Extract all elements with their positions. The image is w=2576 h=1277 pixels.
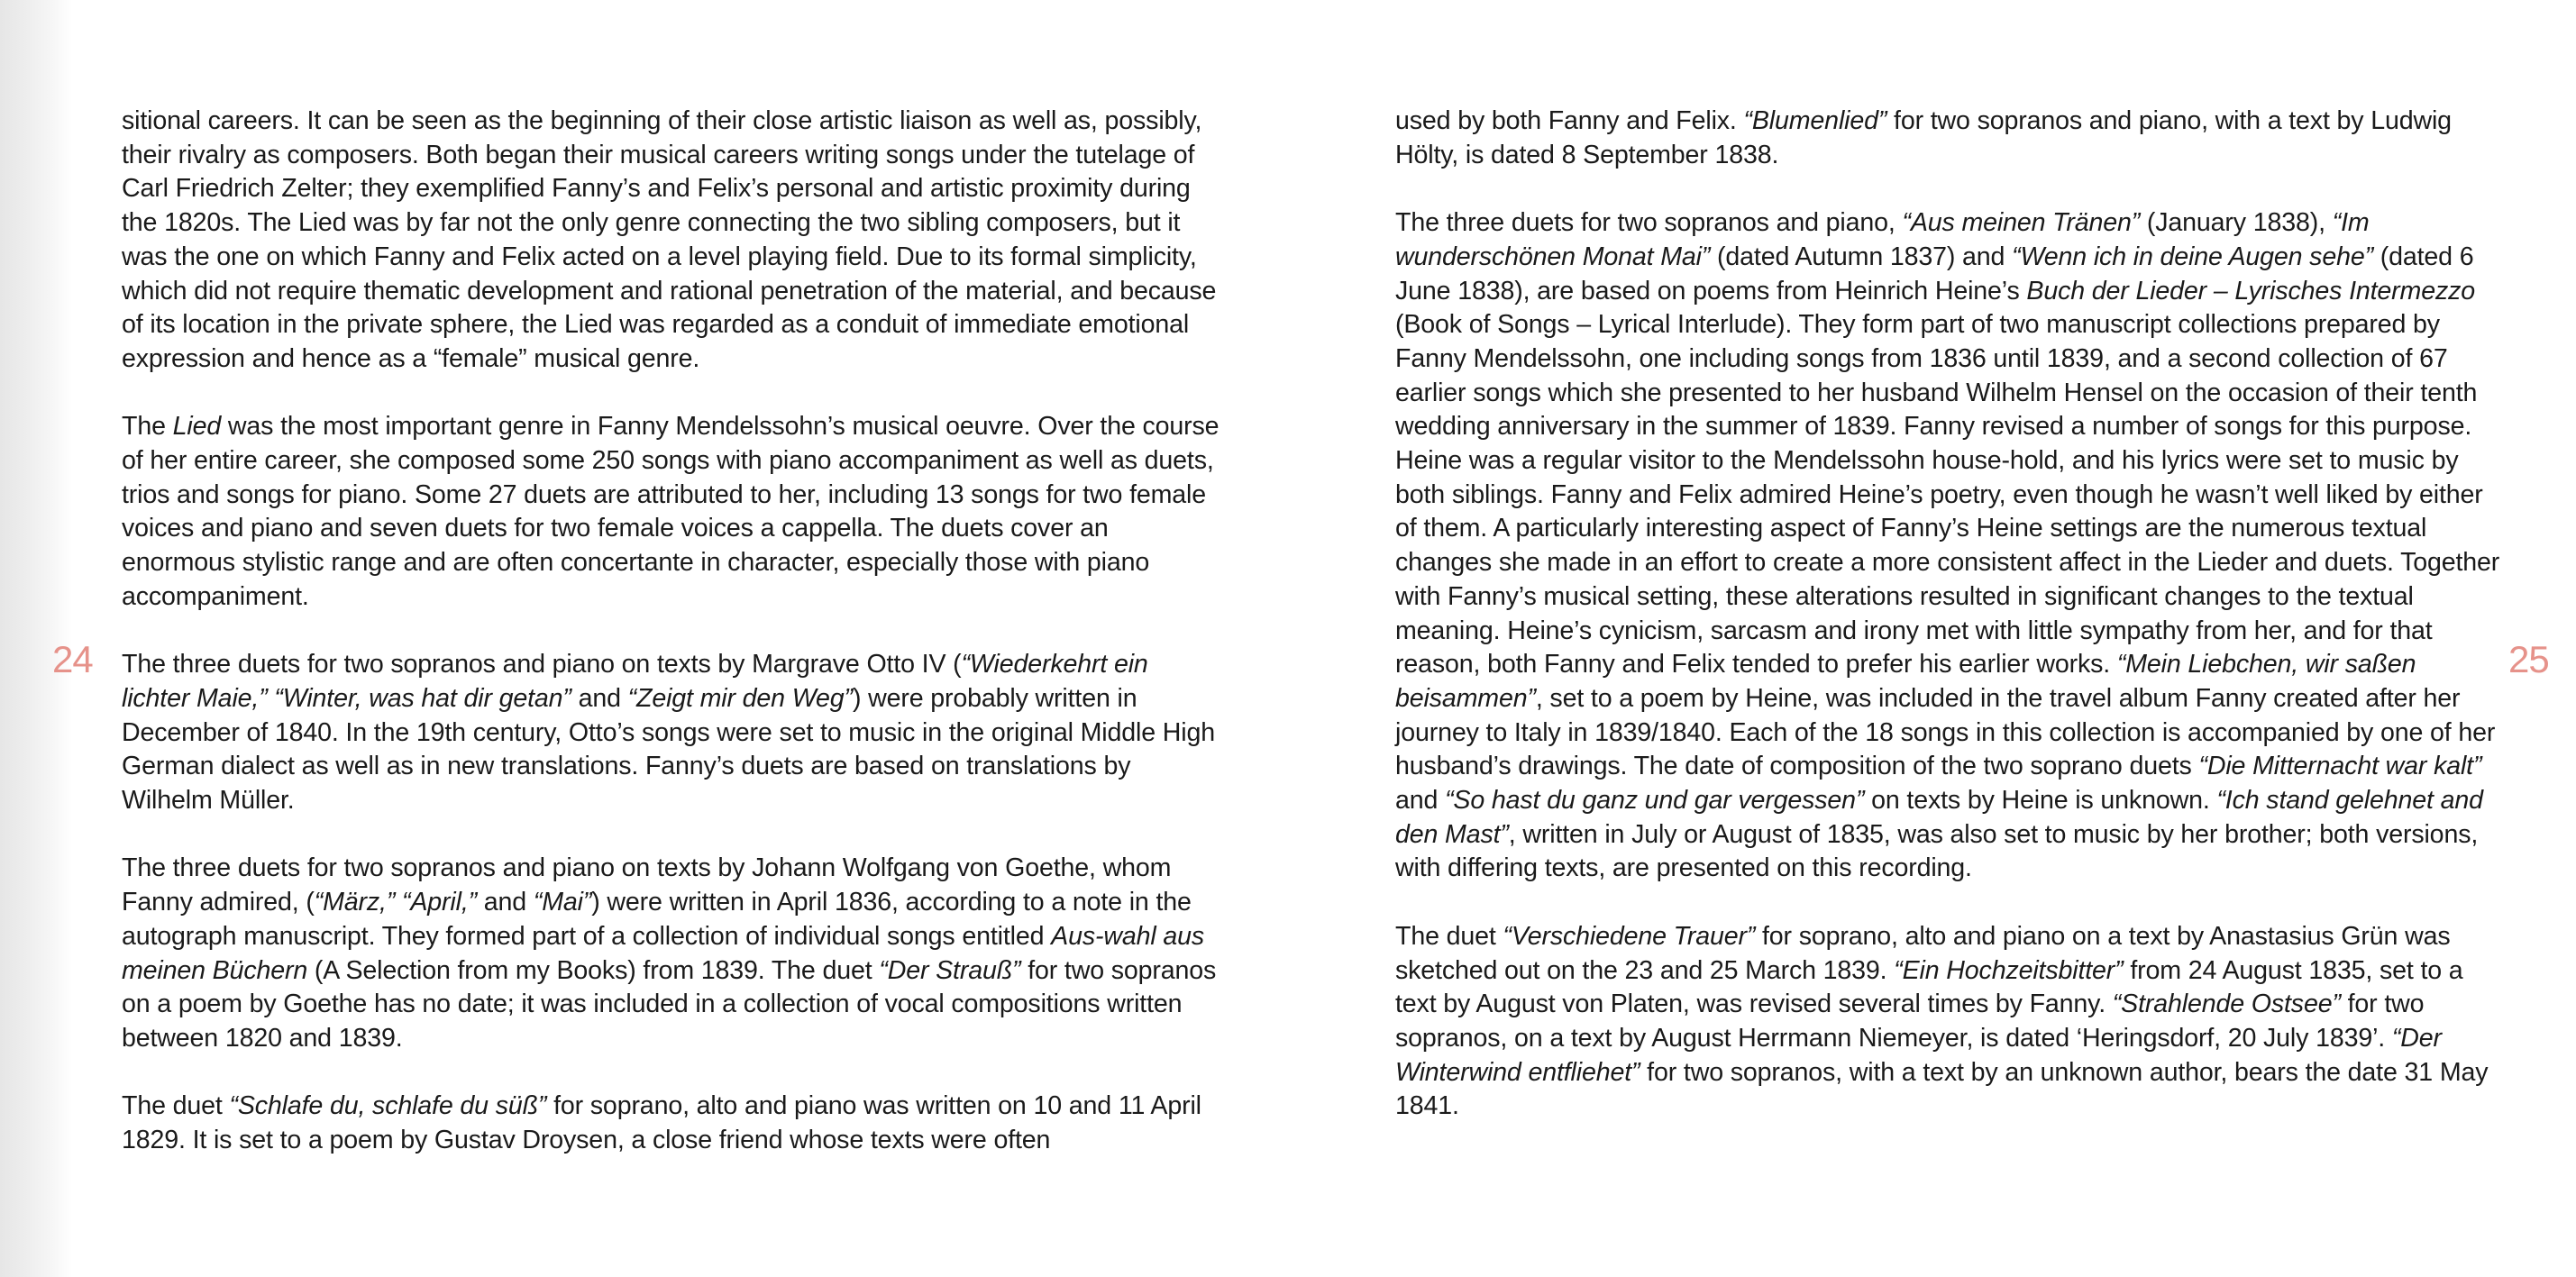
left-page-text — [122, 105, 1221, 1191]
text-run: The — [122, 412, 173, 442]
text-run: from 24 August 1835, set to a text by August von Platen, was revised several times by Fanny. — [1395, 955, 2463, 1019]
text-run: (dated 6 June 1838), are based on poems from Heinrich Heine’s — [1395, 242, 2474, 306]
text-run: and — [477, 888, 534, 917]
italic-title: “Wenn ich in deine Augen sehe” — [2012, 242, 2373, 271]
italic-title: “Verschiedene Trauer” — [1503, 921, 1756, 951]
italic-title: “Schlafe du, schlafe du süß” — [229, 1091, 547, 1121]
text-run: on texts by Heine is unknown. — [1864, 786, 2217, 816]
italic-title: “Ich stand gelehnet and den Mast” — [1395, 786, 2483, 849]
italic-title: “Wiederkehrt ein lichter Maie,” “Winter, was hat dir getan” — [122, 650, 1148, 713]
text-run: The three duets for two sopranos and piano on texts by Johann Wolfgang von Goethe, whom Fanny admired, ( — [122, 853, 1172, 917]
italic-title: “Der Winterwind entfliehet” — [1395, 1023, 2442, 1087]
text-run: for two sopranos, on a text by August Herrmann Niemeyer, is dated ‘Heringsdorf, 20 July 1839’. — [1395, 990, 2425, 1053]
text-run: (Book of Songs – Lyrical Interlude). They form part of two manuscript collections prepared by Fanny Mendelssohn, one including songs from 1836 until 1839, and a second collection of 67 earlier songs which she presented to her husband Wilhelm Hensel on the occasion of their tenth wedding anniversary in the summer of 1839. Fanny revised a number of songs for this purpose. Heine was a regular visitor to the Mendelssohn house-hold, and his lyrics were set to music by both siblings. Fanny and Felix admired Heine’s poetry, even though he wasn’t well liked by either of them. A particularly interesting aspect of Fanny’s Heine settings are the numerous textual changes she made in an effort to create a more consistent affect in the Lieder and duets. Together with Fanny’s musical setting, these alterations resulted in significant changes to the textual meaning. Heine’s cynicism, sarcasm and irony met with little sympathy from her, and for that reason, both Fanny and Felix tended to prefer his earlier works. — [1395, 310, 2500, 680]
italic-title: “Ein Hochzeitsbitter” — [1894, 955, 2124, 985]
page-number-right: 25 — [2508, 638, 2549, 680]
left-paragraph-3 — [122, 648, 1221, 818]
text-run: and — [571, 683, 628, 713]
text-run: The duet — [122, 1091, 230, 1121]
italic-title: “März,” “April,” — [314, 888, 477, 917]
italic-title: “Mai” — [533, 888, 592, 917]
italic-title: Lied — [172, 412, 222, 442]
text-run: ) were probably written in December of 1840. In the 19th century, Otto’s songs were set to music in the original Middle High German dialect as well as in new translations. Fanny’s duets are based on translations by Wilhelm Müller. — [122, 683, 1215, 816]
text-run: and — [1395, 786, 1446, 816]
italic-title: “Strahlende Ostsee” — [2112, 990, 2341, 1019]
right-paragraph-1 — [1395, 105, 2504, 172]
text-run: (A Selection from my Books) from 1839. The duet — [307, 955, 880, 985]
right-page-text — [1395, 105, 2504, 1158]
italic-title: “Die Mitternacht war kalt” — [2198, 752, 2482, 781]
text-run: for soprano, alto and piano on a text by Anastasius Grün was sketched out on the 23 and 25 March 1839. — [1395, 921, 2451, 985]
text-run: for soprano, alto and piano was written on 10 and 11 April 1829. It is set to a poem by Gustav Droysen, a close friend whose texts were often — [122, 1091, 1201, 1155]
text-run: The duet — [1395, 921, 1503, 951]
left-paragraph-5 — [122, 1090, 1221, 1157]
text-run: was the most important genre in Fanny Mendelssohn’s musical oeuvre. Over the course of her entire career, she composed some 250 songs with piano accompaniment as well as duets, trios and songs for piano. Some 27 duets are attributed to her, including 13 songs for two female voices and piano and seven duets for two female voices a cappella. The duets cover an enormous stylistic range and are often concertante in character, especially those with piano accompaniment. — [122, 412, 1219, 611]
text-run: ) were written in April 1836, according to a note in the autograph manuscript. They formed part of a collection of individual songs entitled — [122, 888, 1192, 951]
text-run: , set to a poem by Heine, was included in the travel album Fanny created after her journey to Italy in 1839/1840. Each of the 18 songs in this collection is accompanied by one of her husband’s drawings. The date of composition of the two soprano duets — [1395, 683, 2496, 781]
italic-title: “Mein Liebchen, wir saßen beisammen” — [1395, 650, 2416, 713]
italic-title: “Blumenlied” — [1743, 106, 1887, 135]
left-paragraph-1 — [122, 105, 1221, 377]
right-paragraph-2 — [1395, 206, 2504, 886]
italic-title: “Im wunderschönen Monat Mai” — [1395, 208, 2370, 271]
text-run: The three duets for two sopranos and piano, — [1395, 208, 1903, 238]
italic-title: Buch der Lieder – Lyrisches Intermezzo — [2026, 276, 2476, 306]
text-run: (dated Autumn 1837) and — [1710, 242, 2013, 271]
italic-title: “So hast du ganz und gar vergessen” — [1445, 786, 1865, 816]
right-paragraph-3 — [1395, 920, 2504, 1124]
text-run: for two sopranos, with a text by an unknown author, bears the date 31 May 1841. — [1395, 1057, 2489, 1121]
text-run: for two sopranos and piano, with a text by Ludwig Hölty, is dated 8 September 1838. — [1395, 106, 2452, 169]
italic-title: “Der Strauß” — [879, 955, 1021, 985]
page-number-left: 24 — [52, 638, 93, 680]
italic-title: “Aus meinen Tränen” — [1902, 208, 2141, 238]
text-run: , written in July or August of 1835, was also set to music by her brother; both versions, with differing texts, are presented on this recording. — [1395, 819, 2479, 883]
text-run: for two sopranos on a poem by Goethe has no date; it was included in a collection of vocal compositions written between 1820 and 1839. — [122, 955, 1217, 1053]
left-paragraph-2 — [122, 410, 1221, 614]
italic-title: “Zeigt mir den Weg” — [627, 683, 853, 713]
text-run: used by both Fanny and Felix. — [1395, 106, 1744, 135]
left-paragraph-4 — [122, 852, 1221, 1055]
text-run: (January 1838), — [2140, 208, 2333, 238]
text-run: The three duets for two sopranos and piano on texts by Margrave Otto IV ( — [122, 650, 962, 680]
italic-title: Aus-wahl aus meinen Büchern — [122, 921, 1205, 985]
text-run: sitional careers. It can be seen as the beginning of their close artistic liaison as well as, possibly, their rivalry as composers. Both began their musical careers writing songs under the tutelage of Carl Friedrich Zelter; they exemplified Fanny’s and Felix’s personal and artistic proximity during the 1820s. The Lied was by far not the only genre connecting the two sibling composers, but it was the one on which Fanny and Felix acted on a level playing field. Due to its formal simplicity, which did not require thematic development and rational penetration of the material, and because of its location in the private sphere, the Lied was regarded as a conduit of immediate emotional expression and hence as a “female” musical genre. — [122, 106, 1217, 373]
